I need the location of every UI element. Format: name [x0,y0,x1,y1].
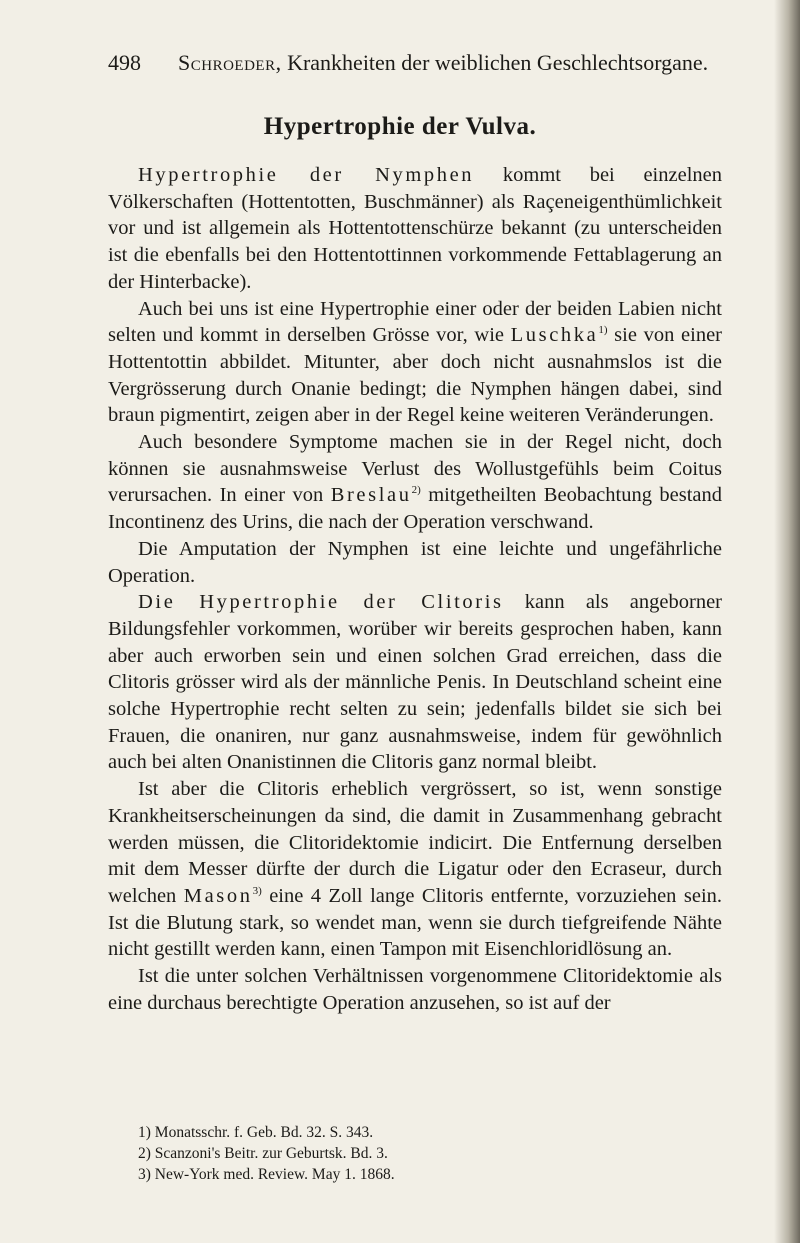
footnote-ref: 1) [598,324,608,337]
footnote-ref: 3) [252,885,262,898]
paragraph-text: sie von einer Hottentottin abbildet. Mitunter, aber doch nicht ausnahmslos ist die Vergrösserung durch Onanie bedingt; die Nymphen hängen dabei, sind braun pigmentirt, zeigen aber in der Regel keine weiteren Veränderungen. [108,324,723,427]
section-title: Hypertrophie der Vulva. [263,113,537,140]
paragraph-text: Ist aber die Clitoris erheblich vergrössert, so ist, wenn sonstige Krankheitserscheinungen da sind, die damit in Zusammenhang gebracht werden müssen, die Clitoridektomie indicirt. Die Entfernung derselben mit dem Messer dürfte der durch die Ligatur oder den Ecraseur, durch welchen [108,778,722,907]
footnote-2: 2) Scanzoni's Beitr. zur Geburtsk. Bd. 3. [138,1145,388,1162]
header-author: Schroeder, [178,50,282,75]
running-title [178,50,708,76]
paragraph-2 [108,296,722,430]
paragraph-3 [108,429,722,536]
paragraph-lead: Die Hypertrophie der Clitoris [138,591,504,614]
footnotes [108,1122,722,1185]
paragraph-text: kann als angeborner Bildungsfehler vorkommen, worüber wir bereits gesprochen haben, kann aber auch erworben sein und einen solchen Grad erreichen, dass die Clitoris grösser wird als der männliche Penis. In Deutschland scheint eine solche Hypertrophie recht selten zu sein; jedenfalls bildet sie sich bei Frauen, die onaniren, nur ganz ausnahmsweise, indem für gewöhnlich auch bei alten Onanistinnen die Clitoris ganz normal bleibt. [108,591,722,774]
author-name: Luschka [510,324,599,347]
paragraph-text: eine 4 Zoll lange Clitoris entfernte, vorzuziehen sein. Ist die Blutung stark, so wendet man, wenn sie durch tiefgreifende Nähte nicht gestillt werden kann, einen Tampon mit Eisenchloridlösung an. [108,884,723,961]
paragraph-lead: Hypertrophie der Nymphen [138,164,475,186]
footnote-3: 3) New-York med. Review. May 1. 1868. [138,1166,395,1183]
paragraph-6 [108,776,722,963]
page-edge-shadow [774,0,800,1243]
paragraph-7: Ist die unter solchen Verhältnissen vorgenommene Clitoridektomie als eine durchaus berechtigte Operation anzusehen, so ist auf der [108,965,722,1014]
footnote-1: 1) Monatsschr. f. Geb. Bd. 32. S. 343. [138,1124,374,1141]
paragraph-text: mitgetheilten Beobachtung bestand Incontinenz des Urins, die nach der Operation verschwand. [108,484,723,534]
author-name: Mason [183,884,253,907]
body-text [108,162,722,1017]
paragraph-text: kommt bei einzelnen Völkerschaften (Hottentotten, Buschmänner) als Raçeneigenthümlichkeit vor und ist allgemein als Hottentottenschürze bekannt (zu unterscheiden ist die ebenfalls bei den Hottentottinnen vorkommende Fettablagerung an der Hinterbacke). [108,164,722,293]
paragraph-text: Auch bei uns ist eine Hypertrophie einer oder der beiden Labien nicht selten und kommt in derselben Grösse vor, wie [108,297,722,347]
paragraph-text: Auch besondere Symptome machen sie in der Regel nicht, doch können sie ausnahmsweise Verlust des Wollustgefühls beim Coitus verursachen. In einer von [108,431,722,507]
paragraph-5 [108,589,722,776]
page-number: 498 [108,50,141,75]
author-name: Breslau [330,484,412,507]
footnote-ref: 2) [411,484,421,497]
header-title: Krankheiten der weiblichen Geschlechtsorgane. [287,50,709,75]
paragraph-1 [108,162,722,296]
paragraph-4: Die Amputation der Nymphen ist eine leichte und ungefährliche Operation. [108,537,722,587]
